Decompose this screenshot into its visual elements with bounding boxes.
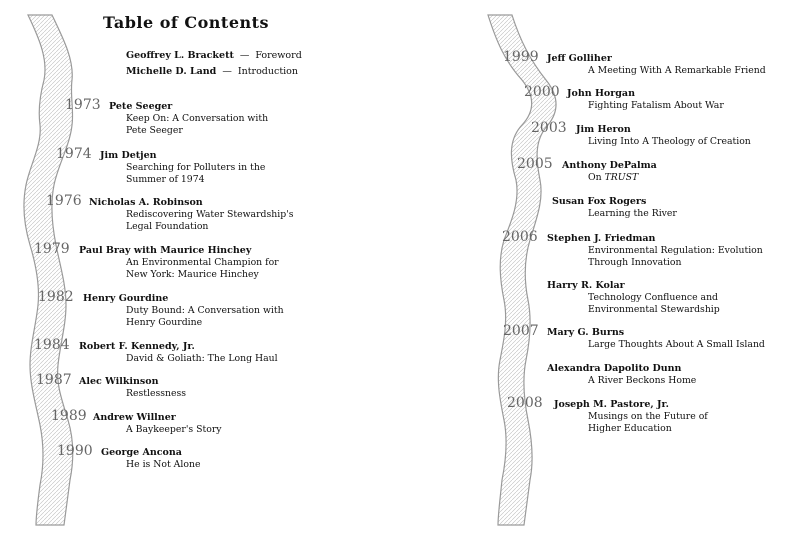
year-label: 1984 bbox=[34, 337, 70, 353]
front-section: Introduction bbox=[237, 66, 299, 77]
entry-title: David & Goliath: The Long Haul bbox=[126, 353, 278, 364]
front-matter-1 bbox=[126, 50, 302, 61]
front-dash: — bbox=[222, 66, 232, 77]
entry-author: George Ancona bbox=[101, 447, 182, 458]
entry-author: Robert F. Kennedy, Jr. bbox=[79, 341, 195, 352]
entry-author: Pete Seeger bbox=[109, 101, 173, 112]
entry-title: A River Beckons Home bbox=[588, 375, 697, 386]
entry-title: Large Thoughts About A Small Island bbox=[588, 339, 765, 350]
entry-title: A Meeting With A Remarkable Friend bbox=[588, 65, 766, 76]
entry-title: Rediscovering Water Stewardship's Legal Foundation bbox=[126, 209, 294, 232]
year-label: 1982 bbox=[38, 289, 74, 305]
entry-title: Restlessness bbox=[126, 388, 187, 399]
entry-author: Jim Detjen bbox=[100, 150, 157, 161]
year-label: 2003 bbox=[531, 120, 567, 136]
entry-title: Musings on the Future of Higher Education bbox=[588, 411, 708, 434]
year-label: 1987 bbox=[36, 372, 72, 388]
front-author: Geoffrey L. Brackett bbox=[126, 50, 234, 61]
entry-author: Susan Fox Rogers bbox=[552, 196, 647, 207]
year-label: 2000 bbox=[524, 84, 560, 100]
entry-author: Henry Gourdine bbox=[83, 293, 169, 304]
year-label: 1974 bbox=[56, 146, 92, 162]
page-title: Table of Contents bbox=[103, 13, 270, 32]
entry-title: Fighting Fatalism About War bbox=[588, 100, 724, 111]
entry-title: Technology Confluence and Environmental Stewardship bbox=[588, 292, 720, 315]
front-section: Foreword bbox=[255, 50, 302, 61]
entry-author: Alec Wilkinson bbox=[79, 376, 159, 387]
year-label: 1973 bbox=[65, 97, 101, 113]
entry-title: Keep On: A Conversation with Pete Seeger bbox=[126, 113, 269, 136]
year-label: 2007 bbox=[503, 323, 539, 339]
year-label: 1976 bbox=[46, 193, 82, 209]
front-dash: — bbox=[239, 50, 250, 61]
year-label: 2008 bbox=[507, 395, 543, 411]
year-label: 1979 bbox=[34, 241, 70, 257]
year-label: 2006 bbox=[502, 229, 538, 245]
entry-author: Anthony DePalma bbox=[562, 160, 657, 171]
entry-title: Learning the River bbox=[588, 208, 677, 219]
entry-author: Jim Heron bbox=[576, 124, 631, 135]
entry-author: Jeff Golliher bbox=[547, 53, 612, 64]
front-author: Michelle D. Land bbox=[126, 66, 217, 77]
entry-author: Mary G. Burns bbox=[547, 327, 625, 338]
front-matter-2 bbox=[126, 66, 298, 77]
entry-author: Joseph M. Pastore, Jr. bbox=[554, 399, 669, 410]
year-label: 1989 bbox=[51, 408, 87, 424]
entry-title: Living Into A Theology of Creation bbox=[588, 136, 751, 147]
entry-title: Environmental Regulation: Evolution Through Innovation bbox=[588, 245, 763, 268]
year-label: 2005 bbox=[517, 156, 553, 172]
entry-title: He is Not Alone bbox=[126, 459, 201, 470]
entry-author: Stephen J. Friedman bbox=[547, 233, 656, 244]
entry-title: Duty Bound: A Conversation with Henry Gourdine bbox=[126, 305, 284, 328]
entry-author: Harry R. Kolar bbox=[547, 280, 625, 291]
entry-author: Paul Bray with Maurice Hinchey bbox=[79, 245, 252, 256]
entry-author: John Horgan bbox=[567, 88, 635, 99]
right-page bbox=[400, 0, 800, 535]
entry-title: A Baykeeper's Story bbox=[126, 424, 222, 435]
entry-author: Alexandra Dapolito Dunn bbox=[547, 363, 682, 374]
entry-author: Andrew Willner bbox=[93, 412, 176, 423]
entry-title: On TRUST bbox=[588, 172, 639, 183]
year-label: 1990 bbox=[57, 443, 93, 459]
entry-title: Searching for Polluters in the Summer of 1974 bbox=[126, 162, 266, 185]
year-label: 1999 bbox=[503, 49, 539, 65]
entry-author: Nicholas A. Robinson bbox=[89, 197, 203, 208]
entry-title: An Environmental Champion for New York: Maurice Hinchey bbox=[126, 257, 279, 280]
